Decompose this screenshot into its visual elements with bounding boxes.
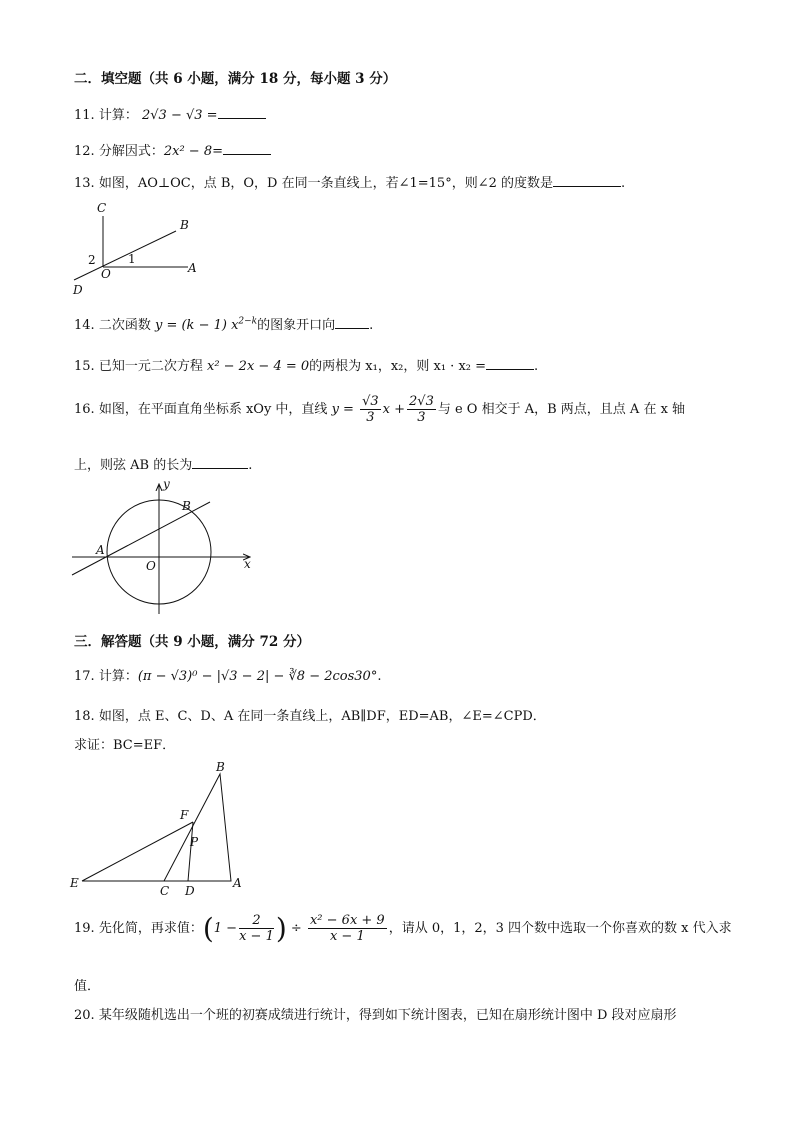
- question-16: [74, 394, 685, 425]
- q13-end: .: [621, 176, 626, 191]
- question-17: [74, 665, 381, 684]
- q17-expr: (π − √3)⁰ − |√3 − 2| − ∛8 − 2cos30°: [137, 669, 378, 684]
- question-18-proof: 求证：BC=EF．: [74, 738, 176, 753]
- q15-end: .: [534, 359, 539, 374]
- question-14: [74, 314, 373, 333]
- section-fill-heading: 二．填空题（共 6 小题，满分 18 分，每小题 3 分）: [74, 71, 397, 87]
- question-11: [74, 104, 266, 123]
- q11-text: 计算：: [98, 108, 138, 123]
- q15-answer-blank[interactable]: [486, 357, 534, 370]
- q19-text: 先化简，再求值：: [98, 921, 203, 936]
- q19-fraction-2: $\frac{\text{x² − 6x + 9}}{x - 1}$: [309, 913, 385, 944]
- label-b: B: [180, 218, 189, 232]
- label-angle-2: 2: [88, 253, 96, 267]
- q19-fraction-1: $\frac{2}{x - 1}$: [239, 913, 274, 944]
- q17-end: .: [377, 669, 382, 684]
- label-y: y: [163, 477, 170, 491]
- label-b: B: [182, 499, 191, 513]
- q16-fraction-2: $\frac{2√3}{3}$: [409, 394, 434, 425]
- question-16-line-2: [74, 454, 252, 473]
- figure-16-circle-coordinate: [66, 478, 266, 618]
- label-d: D: [73, 283, 83, 297]
- q16-number: 16.: [74, 402, 95, 417]
- q20-text: 某年级随机选出一个班的初赛成绩进行统计，得到如下统计图表，已知在扇形统计图中 D 段对应扇形: [98, 1008, 677, 1023]
- q15-text: 已知一元二次方程: [98, 359, 203, 374]
- q14-answer-blank[interactable]: [335, 316, 369, 329]
- figure-18-triangles: [68, 757, 258, 897]
- q12-answer-blank[interactable]: [223, 142, 271, 155]
- q19-divide: ÷: [290, 921, 302, 936]
- q16-text: 如图，在平面直角坐标系 xOy 中，直线: [98, 402, 328, 417]
- q19-tail: ，请从 0，1，2，3 四个数中选取一个你喜欢的数 x 代入求: [388, 921, 732, 936]
- q12-expr: 2x² − 8=: [163, 144, 223, 159]
- q16-y-eq: y =: [331, 402, 354, 417]
- q18-number: 18.: [74, 709, 95, 724]
- q13-number: 13.: [74, 176, 95, 191]
- q11-answer-blank[interactable]: [218, 106, 266, 119]
- q17-text: 计算：: [98, 669, 138, 684]
- question-13: [74, 172, 625, 191]
- q14-text: 二次函数: [98, 318, 151, 333]
- q15-number: 15.: [74, 359, 95, 374]
- q15-tail: 的两根为 x₁，x₂，则 x₁ · x₂ =: [309, 359, 487, 374]
- label-o: O: [101, 267, 111, 281]
- q17-number: 17.: [74, 669, 95, 684]
- q13-text: 如图，AO⊥OC，点 B，O，D 在同一条直线上，若∠1=15°，则∠2 的度数是: [98, 176, 553, 191]
- q13-answer-blank[interactable]: [553, 174, 621, 187]
- q15-expr: x² − 2x − 4 = 0: [206, 359, 310, 374]
- label-a: A: [233, 876, 242, 890]
- label-x: x: [244, 557, 251, 571]
- figure-13-angle-diagram: [70, 198, 210, 298]
- question-18: [74, 705, 546, 724]
- q16-end: .: [248, 458, 253, 473]
- segment-ef: [82, 822, 193, 881]
- q11-expr: 2√3 − √3 =: [141, 108, 218, 123]
- label-p: P: [190, 835, 199, 849]
- q14-exponent: 2−k: [238, 316, 258, 327]
- label-d: D: [185, 884, 195, 898]
- section-answer-heading: 三．解答题（共 9 小题，满分 72 分）: [74, 634, 310, 650]
- label-o: O: [146, 559, 156, 573]
- question-20: [74, 1004, 677, 1023]
- q12-number: 12.: [74, 144, 95, 159]
- q16-x-plus: x +: [382, 402, 406, 417]
- label-f: F: [180, 808, 189, 822]
- label-b: B: [216, 760, 225, 774]
- q20-number: 20.: [74, 1008, 95, 1023]
- q16-fraction-1: $\frac{√3}{3}$: [362, 394, 379, 425]
- triangle-cab: [164, 774, 231, 881]
- q11-number: 11.: [74, 108, 95, 123]
- q14-number: 14.: [74, 318, 95, 333]
- label-c: C: [160, 884, 170, 898]
- q16-tail: 与 e O 相交于 A，B 两点，且点 A 在 x 轴: [437, 402, 686, 417]
- question-12: [74, 140, 271, 159]
- q14-end: .: [369, 318, 374, 333]
- q16-answer-blank[interactable]: [192, 456, 248, 469]
- question-15: [74, 355, 538, 374]
- q19-number: 19.: [74, 921, 95, 936]
- question-19-line-2: 值．: [74, 979, 101, 994]
- label-angle-1: 1: [128, 252, 136, 266]
- label-a: A: [188, 261, 197, 275]
- label-e: E: [70, 876, 79, 890]
- question-19: 19. 先化简，再求值：(1 − $\frac{2}{x - 1}$ ) ÷ $\frac{\text{x² − 6x + 9}}{x - 1}$ ，请从 0，1，2，3 四个数中选取一个你喜欢的数 x 代入求: [74, 912, 732, 945]
- label-a: A: [96, 543, 105, 557]
- q19-one-minus: 1 −: [213, 921, 238, 936]
- q18-text: 如图，点 E、C、D、A 在同一条直线上，AB∥DF，ED=AB，∠E=∠CPD．: [98, 709, 546, 724]
- q14-expr: y = (k − 1) x: [154, 318, 239, 333]
- q12-text: 分解因式：: [98, 144, 164, 159]
- label-c: C: [97, 201, 107, 215]
- q16-line2: 上，则弦 AB 的长为: [74, 458, 193, 473]
- q14-tail: 的图象开口向: [257, 318, 336, 333]
